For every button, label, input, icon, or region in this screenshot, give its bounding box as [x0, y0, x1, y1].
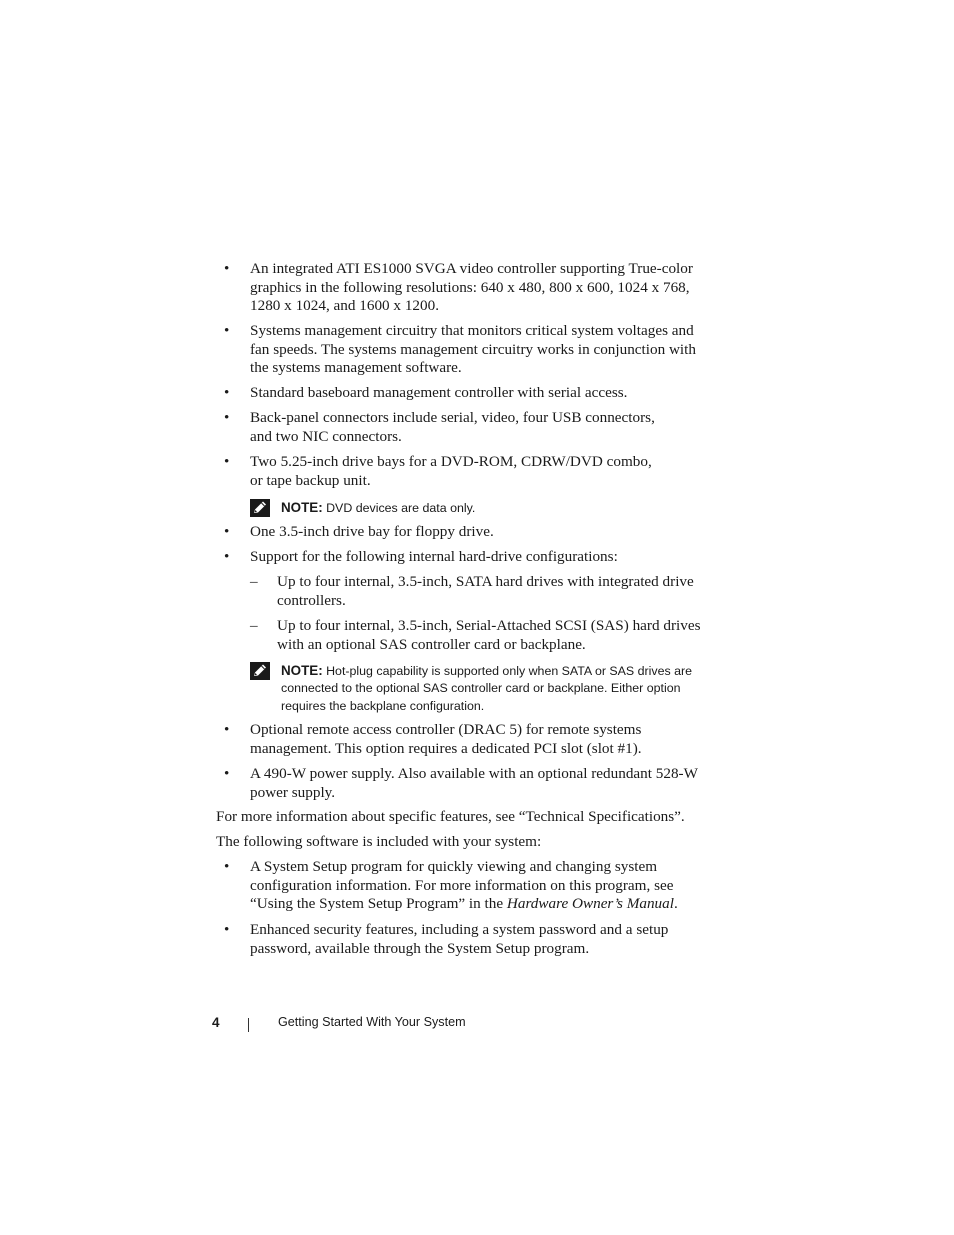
list-item-text: An integrated ATI ES1000 SVGA video controller supporting True-color graphics in the following resolutions: 640 x 480, 800 x 600, 1024 x 768, 1280 x 1024, and 1600 x 1200. — [250, 260, 693, 315]
bullet: • — [224, 858, 230, 875]
paragraph: For more information about specific features, see “Technical Specifications”. — [216, 808, 685, 825]
bullet: • — [224, 721, 230, 738]
note-label: NOTE: — [281, 663, 323, 678]
bullet: • — [224, 260, 230, 277]
list-item-text: A 490-W power supply. Also available with an optional redundant 528-W power supply. — [250, 765, 698, 801]
bullet: • — [224, 409, 230, 426]
note-pencil-icon — [250, 499, 270, 517]
note-label: NOTE: — [281, 500, 323, 515]
text-run: A System Setup program for quickly viewing and changing system configuration information. For more information on this program, see “Using the System Setup Program” in the — [250, 858, 674, 913]
bullet: • — [224, 765, 230, 782]
list-item-text: One 3.5-inch drive bay for floppy drive. — [250, 523, 494, 540]
bullet: • — [224, 322, 230, 339]
list-item-text — [250, 858, 696, 914]
list-item-text: Optional remote access controller (DRAC 5) for remote systems management. This option requires a dedicated PCI slot (slot #1). — [250, 721, 642, 757]
list-item-text: Two 5.25-inch drive bays for a DVD-ROM, CDRW/DVD combo, or tape backup unit. — [250, 453, 652, 489]
paragraph: The following software is included with your system: — [216, 833, 542, 850]
bullet: • — [224, 921, 230, 938]
bullet: • — [224, 523, 230, 540]
bullet: • — [224, 384, 230, 401]
list-item-text: Standard baseboard management controller with serial access. — [250, 384, 628, 401]
note-body: Hot-plug capability is supported only when SATA or SAS drives are connected to the optional SAS controller card or backplane. Either option requires the backplane configuration. — [281, 664, 693, 713]
dash: – — [250, 617, 258, 634]
text-run: . — [673, 895, 678, 913]
bullet: • — [224, 548, 230, 565]
list-item-text: Systems management circuitry that monitors critical system voltages and fan speeds. The systems management circuitry works in conjunction with the systems management software. — [250, 322, 696, 377]
bullet: • — [224, 453, 230, 470]
footer-title: Getting Started With Your System — [278, 1015, 466, 1029]
dash: – — [250, 573, 258, 590]
note-pencil-icon — [250, 662, 270, 680]
note-text — [281, 662, 706, 715]
list-item-text: Support for the following internal hard-drive configurations: — [250, 548, 618, 565]
list-item-text: Back-panel connectors include serial, video, four USB connectors, and two NIC connectors. — [250, 409, 655, 445]
list-item-text: Enhanced security features, including a system password and a setup password, available through the System Setup program. — [250, 921, 669, 957]
sub-list-item-text: Up to four internal, 3.5-inch, SATA hard drives with integrated drive controllers. — [277, 573, 694, 609]
note-body: DVD devices are data only. — [326, 501, 476, 515]
note-text — [281, 499, 721, 517]
page-number: 4 — [212, 1015, 220, 1030]
manual-title: Hardware Owner’s Manual — [506, 895, 674, 913]
sub-list-item-text: Up to four internal, 3.5-inch, Serial-Attached SCSI (SAS) hard drives with an optional SAS controller card or backplane. — [277, 617, 701, 653]
footer-divider — [248, 1018, 249, 1032]
